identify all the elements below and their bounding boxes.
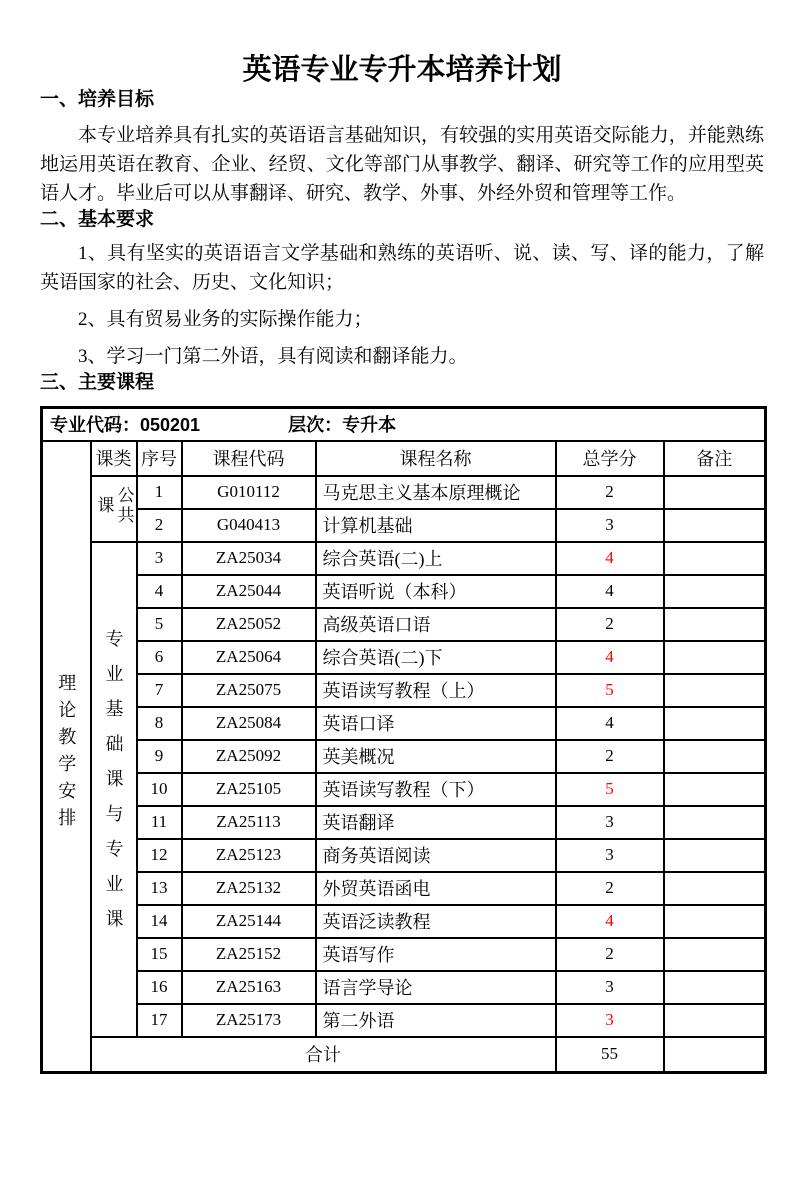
header-remarks: 备注 <box>664 441 766 476</box>
course-code-cell: ZA25144 <box>182 905 316 938</box>
course-seq-cell: 15 <box>137 938 182 971</box>
course-seq-cell: 3 <box>137 542 182 575</box>
course-remarks-cell <box>664 674 766 707</box>
course-credits-cell: 2 <box>556 872 664 905</box>
course-remarks-cell <box>664 839 766 872</box>
course-seq-cell: 4 <box>137 575 182 608</box>
course-name-cell: 英语口译 <box>316 707 556 740</box>
course-remarks-cell <box>664 641 766 674</box>
course-credits-cell: 3 <box>556 1004 664 1037</box>
course-remarks-cell <box>664 509 766 542</box>
table-row <box>42 872 766 905</box>
course-code-cell: ZA25034 <box>182 542 316 575</box>
curriculum-table <box>40 406 767 1074</box>
course-code-cell: ZA25075 <box>182 674 316 707</box>
course-credits-cell: 2 <box>556 476 664 509</box>
course-code-cell: G010112 <box>182 476 316 509</box>
course-seq-cell: 1 <box>137 476 182 509</box>
major-code-label: 专业代码： <box>50 415 140 436</box>
course-name-cell: 计算机基础 <box>316 509 556 542</box>
course-remarks-cell <box>664 872 766 905</box>
course-seq-cell: 10 <box>137 773 182 806</box>
requirement-item-1: 1、具有坚实的英语语言文学基础和熟练的英语听、说、读、写、译的能力，了解英语国家的社会、历史、文化知识； <box>40 243 764 293</box>
table-row <box>42 1004 766 1037</box>
course-credits-cell: 2 <box>556 740 664 773</box>
course-credits-cell: 2 <box>556 938 664 971</box>
course-credits-cell: 4 <box>556 707 664 740</box>
total-label-cell: 合计 <box>91 1037 556 1073</box>
header-name: 课程名称 <box>316 441 556 476</box>
course-remarks-cell <box>664 476 766 509</box>
course-seq-cell: 7 <box>137 674 182 707</box>
course-credits-cell: 5 <box>556 773 664 806</box>
table-row <box>42 641 766 674</box>
course-seq-cell: 13 <box>137 872 182 905</box>
course-remarks-cell <box>664 707 766 740</box>
table-meta-row <box>42 408 766 441</box>
course-code-cell: ZA25044 <box>182 575 316 608</box>
table-row <box>42 905 766 938</box>
course-code-cell: G040413 <box>182 509 316 542</box>
course-seq-cell: 9 <box>137 740 182 773</box>
course-credits-cell: 5 <box>556 674 664 707</box>
course-code-cell: ZA25113 <box>182 806 316 839</box>
course-credits-cell: 4 <box>556 575 664 608</box>
course-remarks-cell <box>664 1004 766 1037</box>
header-seq: 序号 <box>137 441 182 476</box>
section-heading-courses: 三、主要课程 <box>40 372 155 393</box>
left-category-label: 理论教学安排 <box>56 672 77 835</box>
level-value: 专升本 <box>342 415 397 436</box>
course-code-cell: ZA25152 <box>182 938 316 971</box>
course-code-cell: ZA25173 <box>182 1004 316 1037</box>
header-course-type: 课类 <box>91 441 137 476</box>
total-remarks-cell <box>664 1037 766 1073</box>
course-name-cell: 第二外语 <box>316 1004 556 1037</box>
course-seq-cell: 2 <box>137 509 182 542</box>
table-row <box>42 971 766 1004</box>
course-seq-cell: 11 <box>137 806 182 839</box>
course-name-cell: 综合英语(二)上 <box>316 542 556 575</box>
table-row <box>42 740 766 773</box>
course-credits-cell: 3 <box>556 509 664 542</box>
group-public-cell <box>91 476 137 542</box>
course-credits-cell: 2 <box>556 608 664 641</box>
course-credits-cell: 3 <box>556 839 664 872</box>
total-credits-cell: 55 <box>556 1037 664 1073</box>
course-remarks-cell <box>664 773 766 806</box>
course-remarks-cell <box>664 608 766 641</box>
section-heading-goals: 一、培养目标 <box>40 89 155 110</box>
course-seq-cell: 17 <box>137 1004 182 1037</box>
requirement-item-2: 2、具有贸易业务的实际操作能力； <box>78 309 373 330</box>
level-label: 层次： <box>288 415 343 436</box>
requirement-item-3: 3、学习一门第二外语，具有阅读和翻译能力。 <box>78 346 468 367</box>
header-code: 课程代码 <box>182 441 316 476</box>
group-major-label: 专业基础课与专业课 <box>103 629 124 944</box>
course-credits-cell: 4 <box>556 641 664 674</box>
table-row <box>42 509 766 542</box>
table-row <box>42 608 766 641</box>
table-row <box>42 839 766 872</box>
table-row <box>42 476 766 509</box>
course-code-cell: ZA25092 <box>182 740 316 773</box>
course-seq-cell: 16 <box>137 971 182 1004</box>
course-remarks-cell <box>664 905 766 938</box>
course-name-cell: 英语读写教程（下） <box>316 773 556 806</box>
course-credits-cell: 4 <box>556 905 664 938</box>
document-content <box>40 52 764 1074</box>
course-code-cell: ZA25123 <box>182 839 316 872</box>
goals-paragraph: 本专业培养具有扎实的英语语言基础知识，有较强的实用英语交际能力，并能熟练地运用英语在教育、企业、经贸、文化等部门从事教学、翻译、研究等工作的应用型英语人才。毕业后可以从事翻译、研究、教学、外事、外经外贸和管理等工作。 <box>40 125 764 204</box>
course-code-cell: ZA25163 <box>182 971 316 1004</box>
course-name-cell: 英语翻译 <box>316 806 556 839</box>
course-credits-cell: 4 <box>556 542 664 575</box>
course-seq-cell: 14 <box>137 905 182 938</box>
table-header-row <box>42 441 766 476</box>
course-remarks-cell <box>664 938 766 971</box>
course-credits-cell: 3 <box>556 971 664 1004</box>
course-name-cell: 英语泛读教程 <box>316 905 556 938</box>
course-seq-cell: 6 <box>137 641 182 674</box>
course-remarks-cell <box>664 971 766 1004</box>
table-row <box>42 806 766 839</box>
course-code-cell: ZA25132 <box>182 872 316 905</box>
course-name-cell: 高级英语口语 <box>316 608 556 641</box>
table-row <box>42 542 766 575</box>
table-row <box>42 773 766 806</box>
course-name-cell: 英语写作 <box>316 938 556 971</box>
course-code-cell: ZA25064 <box>182 641 316 674</box>
course-remarks-cell <box>664 806 766 839</box>
table-row <box>42 938 766 971</box>
course-credits-cell: 3 <box>556 806 664 839</box>
course-code-cell: ZA25084 <box>182 707 316 740</box>
table-row <box>42 674 766 707</box>
table-row <box>42 707 766 740</box>
header-credits: 总学分 <box>556 441 664 476</box>
course-name-cell: 综合英语(二)下 <box>316 641 556 674</box>
course-seq-cell: 5 <box>137 608 182 641</box>
course-name-cell: 商务英语阅读 <box>316 839 556 872</box>
course-name-cell: 外贸英语函电 <box>316 872 556 905</box>
course-seq-cell: 12 <box>137 839 182 872</box>
doc-title: 英语专业专升本培养计划 <box>242 54 562 86</box>
section-heading-requirements: 二、基本要求 <box>40 209 155 230</box>
major-code-value: 050201 <box>140 415 201 436</box>
course-remarks-cell <box>664 740 766 773</box>
course-remarks-cell <box>664 542 766 575</box>
course-name-cell: 语言学导论 <box>316 971 556 1004</box>
table-row <box>42 575 766 608</box>
table-meta-cell <box>42 408 766 441</box>
group-major-cell <box>91 542 137 1037</box>
course-code-cell: ZA25052 <box>182 608 316 641</box>
course-code-cell: ZA25105 <box>182 773 316 806</box>
table-total-row <box>42 1037 766 1073</box>
course-name-cell: 英语读写教程（上） <box>316 674 556 707</box>
left-category-cell <box>42 441 91 1073</box>
course-name-cell: 英美概况 <box>316 740 556 773</box>
course-name-cell: 英语听说（本科） <box>316 575 556 608</box>
course-remarks-cell <box>664 575 766 608</box>
group-public-label: 公共课 <box>94 486 134 526</box>
course-seq-cell: 8 <box>137 707 182 740</box>
course-name-cell: 马克思主义基本原理概论 <box>316 476 556 509</box>
